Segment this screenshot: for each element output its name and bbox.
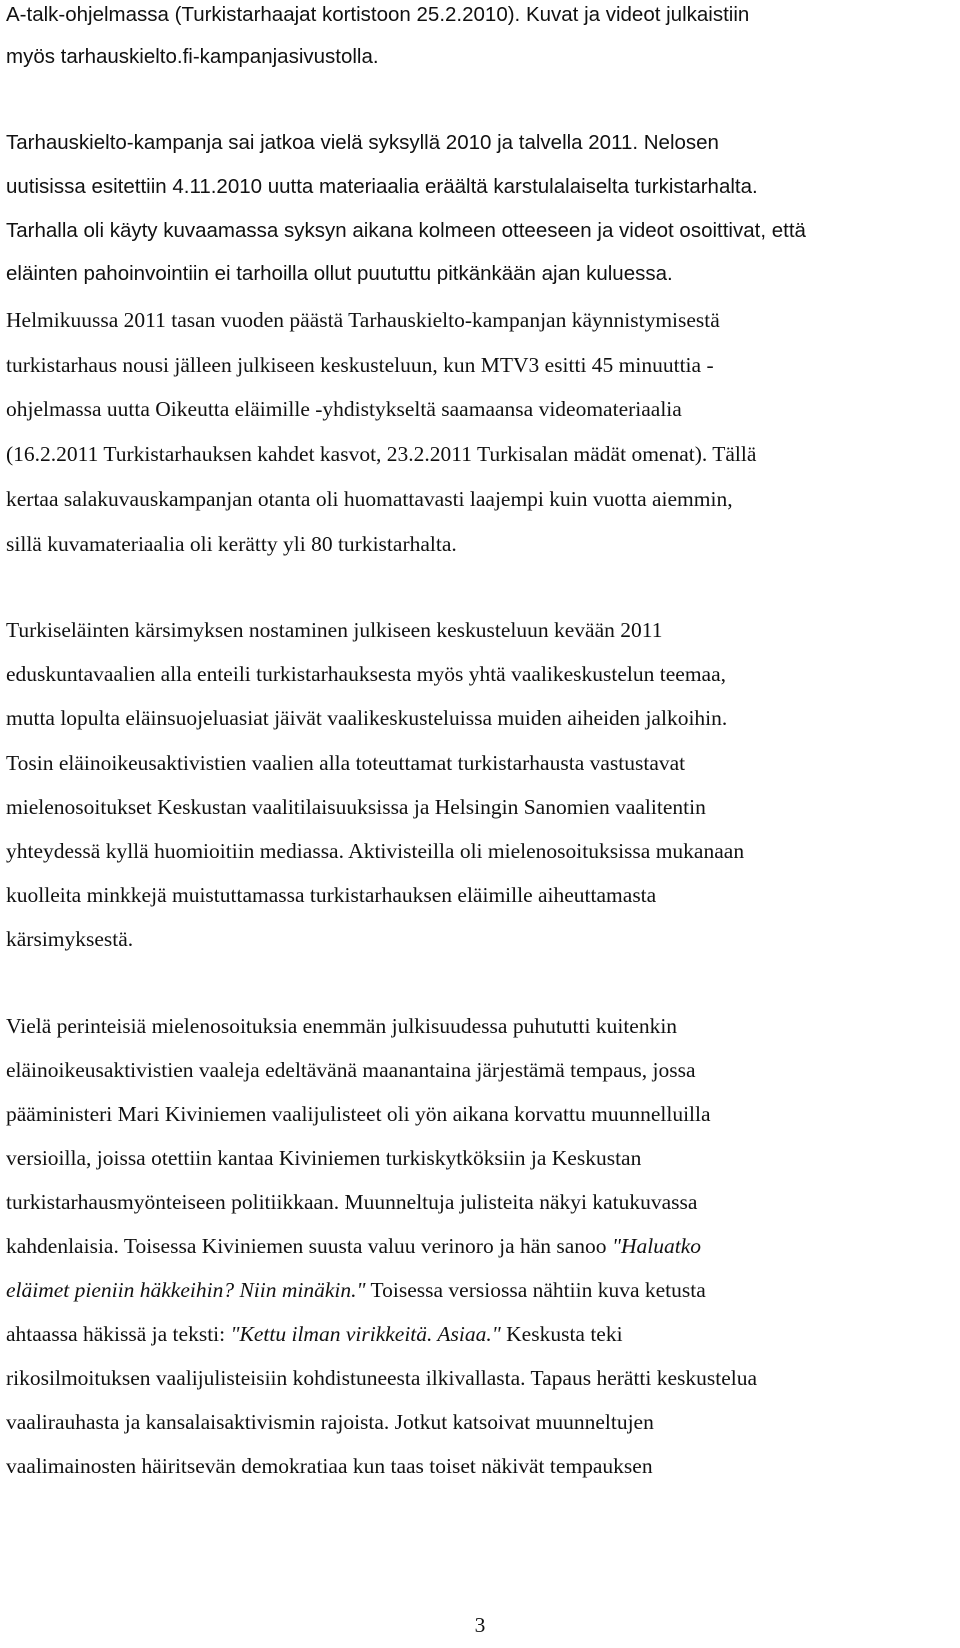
text-segment: ohjelmassa uutta Oikeutta eläimille -yhdistykseltä saamaansa videomateriaalia xyxy=(6,397,682,421)
text-line xyxy=(6,1101,711,1127)
text-line xyxy=(6,441,756,467)
text-line xyxy=(6,130,719,156)
text-line xyxy=(6,1321,623,1347)
text-segment: eläinoikeusaktivistien vaaleja edeltävänä maanantaina järjestämä tempaus, jossa xyxy=(6,1058,696,1082)
text-line xyxy=(6,307,720,333)
text-segment: mutta lopulta eläinsuojeluasiat jäivät vaalikeskusteluissa muiden aiheiden jalkoihin. xyxy=(6,706,728,730)
text-line xyxy=(6,1233,701,1259)
text-segment: turkistarhausmyönteiseen politiikkaan. Muunneltuja julisteita näkyi katukuvassa xyxy=(6,1190,698,1214)
text-segment: kertaa salakuvauskampanjan otanta oli huomattavasti laajempi kuin vuotta aiemmin, xyxy=(6,487,733,511)
text-segment: Tosin eläinoikeusaktivistien vaalien alla toteuttamat turkistarhausta vastustavat xyxy=(6,751,686,775)
text-segment: myös tarhauskielto.fi-kampanjasivustolla. xyxy=(6,45,379,68)
text-segment: yhteydessä kyllä huomioitiin mediassa. Aktivisteilla oli mielenosoituksissa mukanaan xyxy=(6,839,745,863)
text-segment: Tarhauskielto-kampanja sai jatkoa vielä syksyllä 2010 ja talvella 2011. Nelosen xyxy=(6,131,719,154)
italic-quote: "Haluatko xyxy=(611,1234,701,1258)
text-line xyxy=(6,44,379,70)
text-segment: turkistarhaus nousi jälleen julkiseen keskusteluun, kun MTV3 esitti 45 minuuttia - xyxy=(6,353,714,377)
text-segment: A-talk-ohjelmassa (Turkistarhaajat kortistoon 25.2.2010). Kuvat ja videot julkaistiin xyxy=(6,3,750,26)
text-segment: vaalimainosten häiritsevän demokratiaa kun taas toiset näkivät tempauksen xyxy=(6,1454,653,1478)
text-line xyxy=(6,1057,696,1083)
text-segment: rikosilmoituksen vaalijulisteisiin kohdistuneesta ilkivallasta. Tapaus herätti keskustelua xyxy=(6,1366,758,1390)
text-line xyxy=(6,1453,653,1479)
text-line xyxy=(6,1277,706,1303)
text-segment: kahdenlaisia. Toisessa Kiviniemen suusta valuu verinoro ja hän sanoo xyxy=(6,1234,612,1258)
text-segment: eläinten pahoinvointiin ei tarhoilla ollut puututtu pitkänkään ajan kuluessa. xyxy=(6,262,673,285)
text-line xyxy=(6,1189,697,1215)
text-line xyxy=(6,218,806,244)
text-line xyxy=(6,261,673,287)
text-segment: kärsimyksestä. xyxy=(6,927,134,951)
text-line xyxy=(6,617,662,643)
text-segment: Turkiseläinten kärsimyksen nostaminen julkiseen keskusteluun kevään 2011 xyxy=(6,618,663,642)
text-line xyxy=(6,926,133,952)
page-number: 3 xyxy=(474,1613,486,1637)
text-line xyxy=(6,396,682,422)
text-line xyxy=(6,1409,654,1435)
text-line xyxy=(6,1365,757,1391)
text-segment: versioilla, joissa otettiin kantaa Kiviniemen turkiskytköksiin ja Keskustan xyxy=(6,1146,642,1170)
text-segment: mielenosoitukset Keskustan vaalitilaisuuksissa ja Helsingin Sanomien vaalitentin xyxy=(6,795,706,819)
text-segment: ahtaassa häkissä ja teksti: xyxy=(6,1322,231,1346)
text-segment: Tarhalla oli käyty kuvaamassa syksyn aikana kolmeen otteeseen ja videot osoittivat, että xyxy=(6,219,806,242)
text-line xyxy=(6,794,706,820)
text-line xyxy=(6,1145,641,1171)
italic-quote: eläimet pieniin häkkeihin? Niin minäkin." xyxy=(6,1278,366,1302)
text-segment: Keskusta teki xyxy=(500,1322,623,1346)
text-segment: Toisessa versiossa nähtiin kuva ketusta xyxy=(365,1278,706,1302)
text-segment: (16.2.2011 Turkistarhauksen kahdet kasvot, 23.2.2011 Turkisalan mädät omenat). Tällä xyxy=(6,442,757,466)
text-line xyxy=(6,486,733,512)
text-segment: kuolleita minkkejä muistuttamassa turkistarhauksen eläimille aiheuttamasta xyxy=(6,883,657,907)
text-line xyxy=(6,882,656,908)
text-line xyxy=(6,705,727,731)
text-segment: uutisissa esitettiin 4.11.2010 uutta materiaalia eräältä karstulalaiselta turkistarhalta. xyxy=(6,175,758,198)
text-segment: Vielä perinteisiä mielenosoituksia enemmän julkisuudessa puhututti kuitenkin xyxy=(6,1014,678,1038)
text-line xyxy=(6,531,457,557)
text-line xyxy=(6,1013,677,1039)
text-segment: pääministeri Mari Kiviniemen vaalijulisteet oli yön aikana korvattu muunnelluilla xyxy=(6,1102,711,1126)
text-line xyxy=(6,2,749,28)
text-line xyxy=(6,352,714,378)
text-line xyxy=(6,174,758,200)
text-segment: sillä kuvamateriaalia oli kerätty yli 80 turkistarhalta. xyxy=(6,532,457,556)
text-segment: Helmikuussa 2011 tasan vuoden päästä Tarhauskielto-kampanjan käynnistymisestä xyxy=(6,308,720,332)
text-segment: eduskuntavaalien alla enteili turkistarhauksesta myös yhtä vaalikeskustelun teemaa, xyxy=(6,662,727,686)
italic-quote: "Kettu ilman virikkeitä. Asiaa." xyxy=(230,1322,501,1346)
text-line xyxy=(6,750,685,776)
text-line xyxy=(6,661,726,687)
text-line xyxy=(6,838,744,864)
text-segment: vaalirauhasta ja kansalaisaktivismin rajoista. Jotkut katsoivat muunneltujen xyxy=(6,1410,654,1434)
